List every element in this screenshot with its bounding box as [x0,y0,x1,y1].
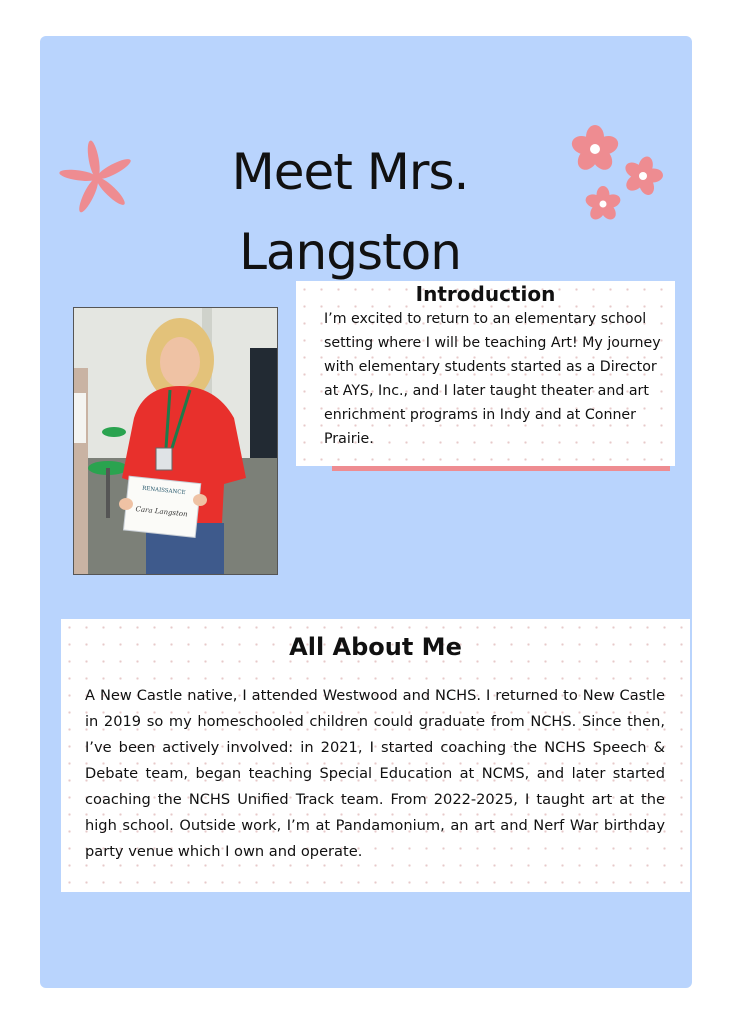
about-me-card [61,619,690,892]
page-title [200,132,500,292]
introduction-card [296,281,675,466]
flower-cluster-icon [565,122,669,226]
teacher-photo [73,307,278,575]
title-line-1: Meet Mrs. [231,142,469,201]
title-line-2: Langston [239,222,461,281]
certificate-signature: Cara Langston [135,505,188,519]
certificate-heading: RENAISSANCE [141,485,186,497]
about-me-heading: All About Me [289,633,462,661]
flower-icon [56,140,138,216]
teacher-photo-illustration [74,308,278,575]
about-me-text: A New Castle native, I attended Westwood and NCHS. I returned to New Castle in 2019 so my homeschooled children could graduate from NCHS. Since then, I’ve been actively involved: in 2021, I started coaching the NCHS Speech & Debate team, began teaching Special Education at NCMS, and later started coaching the NCHS Unified Track team. From 2022-2025, I taught art at the high school. Outside work, I’m at Pandamonium, an art and Nerf War birthday party venue which I own and operate. [85,687,665,860]
introduction-heading: Introduction [415,282,556,306]
introduction-text: I’m excited to return to an elementary school setting where I will be teaching Art! My journey with elementary students started as a Director at AYS, Inc., and I later taught theater and art enrichment programs in Indy and at Conner Prairie. [324,311,661,447]
